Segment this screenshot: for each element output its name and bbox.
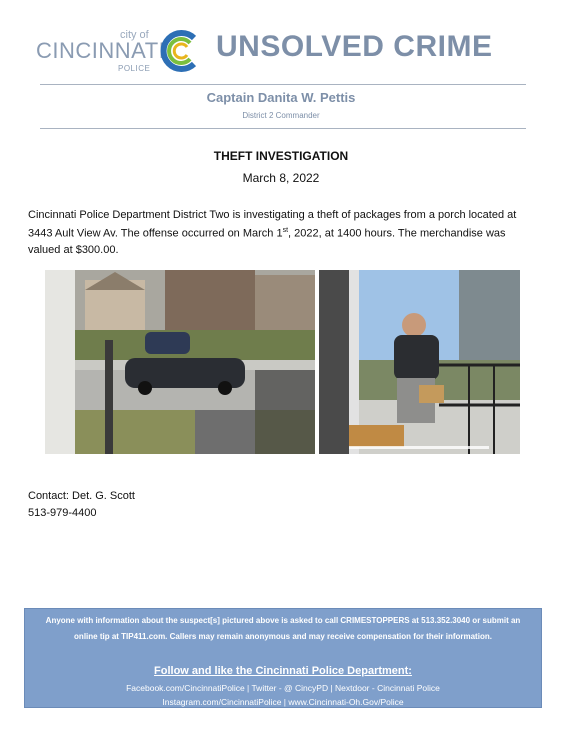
- header-divider-top: [40, 84, 526, 85]
- crimestoppers-banner: [24, 608, 542, 708]
- commander-name: Captain Danita W. Pettis: [206, 90, 356, 105]
- social-links-line-1: Facebook.com/CincinnatiPolice | Twitter - @ CincyPD | Nextdoor - Cincinnati Police: [126, 683, 440, 693]
- surveillance-photo-suspect: [319, 270, 520, 454]
- follow-heading: Follow and like the Cincinnati Police Department:: [154, 665, 412, 677]
- contact-info: [28, 488, 135, 522]
- contact-phone: 513-979-4400: [28, 507, 97, 519]
- logo-police-text: POLICE: [118, 64, 151, 73]
- investigation-description: [28, 207, 528, 258]
- description-part-1: Cincinnati Police Department District Two is investigating a theft of packages from a porch located at 3443 Ault View Av. The offense occurred on March 1: [28, 209, 517, 240]
- page-title: UNSOLVED CRIME: [216, 30, 493, 63]
- investigation-title: THEFT INVESTIGATION: [213, 149, 349, 163]
- contact-name: Contact: Det. G. Scott: [28, 490, 135, 502]
- description-superscript: st: [282, 227, 289, 234]
- c-swirl-logo-icon: [154, 26, 204, 76]
- cincinnati-police-logo: [34, 26, 204, 76]
- description-part-2: , 2022, at 1400 hours. The merchandise was valued at $300.00.: [28, 227, 506, 256]
- page-header: [34, 20, 528, 82]
- commander-role: District 2 Commander: [242, 111, 320, 120]
- crimestoppers-message: Anyone with information about the suspect[s] pictured above is asked to call CRIMESTOPPERS at 513.352.3040 or submit an online tip at TIP411.com. Callers may remain anonymous and may receive compensation for their information.: [45, 616, 521, 641]
- social-links-line-2: Instagram.com/CincinnatiPolice | www.Cincinnati-Oh.Gov/Police: [162, 697, 404, 707]
- logo-city-text: city of: [120, 29, 149, 41]
- logo-wordmark: CINCINNATI: [36, 38, 166, 63]
- investigation-date: March 8, 2022: [242, 171, 320, 185]
- header-divider-bottom: [40, 128, 526, 129]
- surveillance-photo-street: [45, 270, 315, 454]
